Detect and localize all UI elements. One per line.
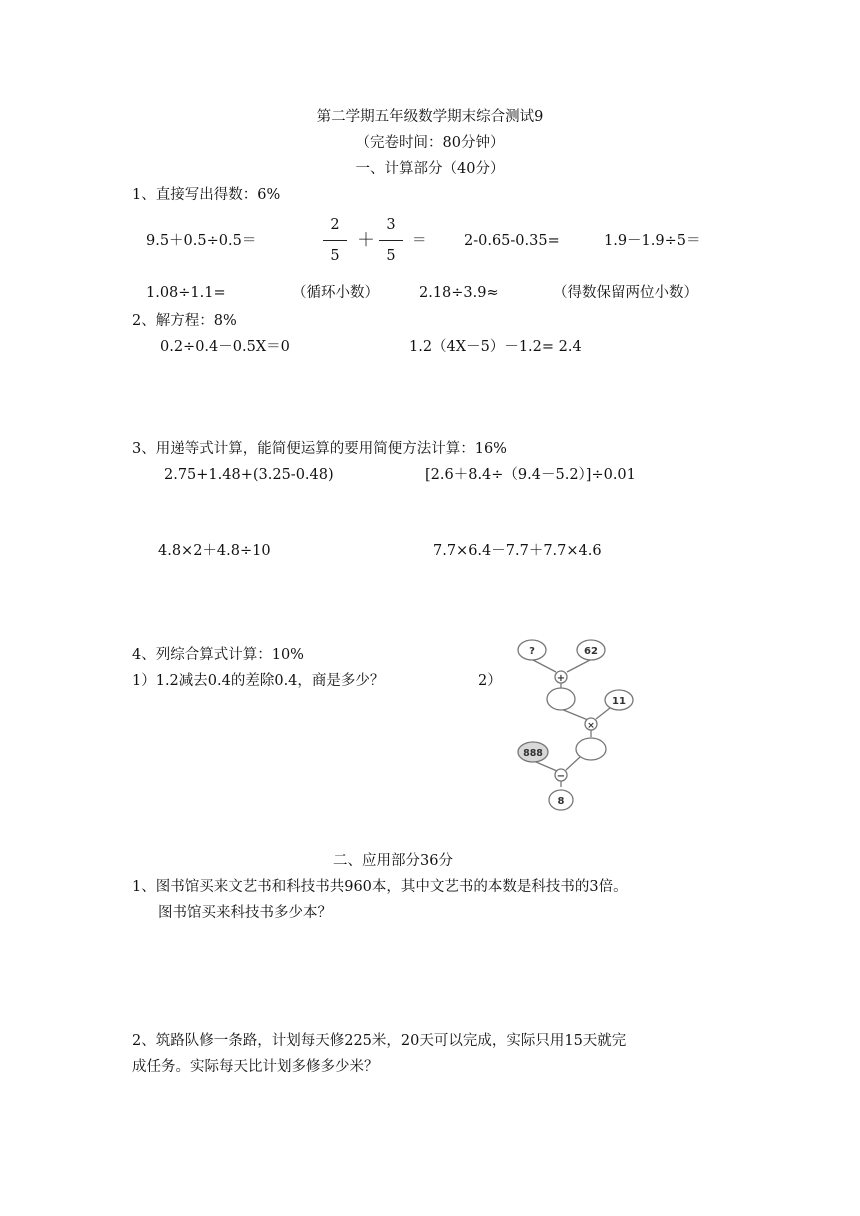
q4-problem-2-label: 2） (478, 673, 502, 689)
tree-label-minus: − (556, 771, 566, 782)
q1-item-b: 2-0.65-0.35= (464, 233, 560, 249)
fraction-1-bar (323, 240, 347, 241)
q1-fraction-2 (379, 218, 403, 263)
q3-title: 3、用递等式计算，能简便运算的要用简便方法计算：16% (132, 441, 507, 457)
q1-equals-sign: ＝ (412, 233, 427, 249)
exam-time: （完卷时间：80分钟） (355, 135, 505, 151)
q3-expression-a: 2.75+1.48+(3.25-0.48) (164, 467, 334, 483)
q1-title: 1、直接写出得数：6% (132, 187, 281, 203)
operation-tree-diagram (510, 633, 636, 819)
section-1-title: 一、计算部分（40分） (355, 161, 505, 177)
fraction-2-numerator: 3 (386, 217, 396, 233)
word-problem-1-line-2: 图书馆买来科技书多少本？ (158, 905, 332, 921)
tree-label-times: × (587, 721, 595, 731)
q1-item-c: 1.9－1.9÷5＝ (604, 233, 701, 249)
fraction-1-denominator: 5 (330, 247, 340, 264)
tree-label-888: 888 (523, 748, 543, 759)
fraction-2-bar (379, 240, 403, 241)
q3-expression-d: 7.7×6.4－7.7＋7.7×4.6 (433, 543, 602, 559)
fraction-2-denominator: 5 (386, 247, 396, 264)
page-title: 第二学期五年级数学期末综合测试9 (316, 109, 544, 125)
q3-expression-c: 4.8×2＋4.8÷10 (158, 543, 271, 559)
tree-node-blank-2 (576, 738, 606, 760)
tree-label-62: 62 (584, 646, 598, 657)
word-problem-2-line-2: 成任务。实际每天比计划多修多少米？ (132, 1059, 379, 1075)
tree-label-question: ? (529, 646, 535, 657)
q1-item-d-note: （循环小数） (292, 285, 379, 301)
q2-equation-b: 1.2（4X－5）－1.2= 2.4 (409, 339, 582, 355)
tree-label-11: 11 (612, 696, 626, 707)
q2-title: 2、解方程：8% (132, 313, 237, 329)
q4-title: 4、列综合算式计算：10% (132, 647, 304, 663)
q3-expression-b: [2.6＋8.4÷（9.4－5.2）]÷0.01 (425, 467, 636, 483)
q1-item-d: 1.08÷1.1= (146, 285, 226, 301)
tree-label-8: 8 (557, 796, 565, 807)
section-2-title: 二、应用部分36分 (333, 853, 453, 869)
tree-node-blank-1 (547, 688, 575, 710)
fraction-1-numerator: 2 (330, 217, 340, 233)
q1-item-e-note: （得数保留两位小数） (553, 285, 698, 301)
word-problem-2-line-1: 2、筑路队修一条路，计划每天修225米，20天可以完成，实际只用15天就完 (132, 1033, 627, 1049)
q1-plus-sign: ＋ (357, 230, 375, 251)
tree-label-plus: + (556, 673, 566, 684)
q1-item-a: 9.5＋0.5÷0.5＝ (146, 233, 257, 249)
word-problem-1-line-1: 1、图书馆买来文艺书和科技书共960本，其中文艺书的本数是科技书的3倍。 (132, 879, 628, 895)
q4-problem-1: 1）1.2减去0.4的差除0.4，商是多少？ (132, 673, 385, 689)
q1-item-e: 2.18÷3.9≈ (419, 285, 499, 301)
q1-fraction-1 (323, 218, 347, 263)
q2-equation-a: 0.2÷0.4－0.5X＝0 (160, 339, 290, 355)
